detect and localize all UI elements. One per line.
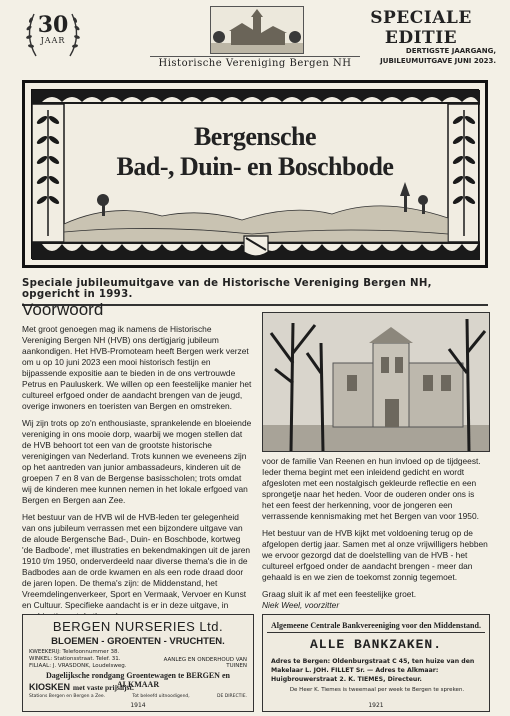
article-column-1 bbox=[22, 324, 252, 628]
historic-photo bbox=[262, 312, 490, 452]
building-photo-icon bbox=[263, 313, 489, 451]
ad-line: Dagelijksche rondgang Groentewagen te BERGEN en ALKMAAR bbox=[46, 671, 230, 689]
society-name: Historische Vereniging Bergen NH bbox=[150, 56, 360, 69]
ad-small-text: Tot beleefd uitnoodigend, bbox=[132, 694, 190, 699]
church-icon bbox=[211, 7, 303, 53]
paragraph: Met groot genoegen mag ik namens de Historische Vereniging Bergen NH (HVB) ons dertigjarig jubileum aankondigen. Het HVB-Promoteam heeft Bergen werk verzet om u op 10 juni 2023 een mooi historisch festijn en bijpassende expositie aan te bieden in de ons vertrouwde Petrus en Pauluskerk. We willen op een feestelijke manier het cultureel erfgoed onder de aandacht brengen van de jeugd, overige inwoners en toeristen van Bergen en omstreken. bbox=[22, 324, 252, 411]
ad-line: Adres te Bergen: Oldenburgstraat C 45, ten huize van den bbox=[271, 658, 475, 665]
ad-line: Huigbrouwerstraat 2. K. TIEMES, Directeur. bbox=[271, 676, 422, 683]
ad-small-text: KWEEKERIJ: Telefoonnummer 38. bbox=[29, 649, 120, 655]
ad-prices: met vaste prijslijst. bbox=[72, 683, 134, 692]
anniversary-wreath bbox=[22, 6, 84, 62]
ad-small-text: WINKEL: Stationsstraat. Telef. 31. bbox=[29, 656, 121, 662]
ad-subheading: ALLE BANKZAKEN. bbox=[309, 637, 443, 652]
advertisement-bank bbox=[262, 614, 490, 712]
ad-small-text: De Heer K. Tiemes is tweemaal per week te Bergen te spreken. bbox=[289, 687, 465, 693]
subtitle: Speciale jubileumuitgave van de Historische Vereniging Bergen NH, opgericht in 1993. bbox=[22, 278, 488, 306]
ad-kiosken: KIOSKEN bbox=[29, 682, 71, 692]
church-logo bbox=[210, 6, 304, 54]
article-column-2 bbox=[262, 456, 488, 617]
ad-year: 1921 bbox=[368, 702, 384, 709]
anniversary-unit: JAAR bbox=[40, 36, 66, 45]
edition-info bbox=[350, 46, 496, 66]
signature: Niek Weel, voorzitter bbox=[262, 600, 340, 610]
masthead bbox=[22, 80, 488, 268]
paragraph: Wij zijn trots op zo'n enthousiaste, sprankelende en bloeiende vereniging in ons mooie dorp, waarbij we mogen stellen dat de HVB behoort tot een van de grootste historische verenigingen van Nederland. Trots kunnen we eveneens zijn op het aantreden van junior ambassadeurs, kinderen uit de groepen 7 en 8 van de Bergense basisscholen; trots omdat wij de kinderen mee kunnen nemen in het lokale erfgoed van Bergen en Bergen aan Zee. bbox=[22, 418, 252, 505]
edition-line-1: DERTIGSTE JAARGANG, bbox=[405, 47, 496, 55]
special-edition-title: SPECIALE EDITIE bbox=[370, 8, 472, 48]
ad-heading: Algemeene Centrale Bankvereeniging voor den Middenstand. bbox=[267, 621, 485, 633]
masthead-frame bbox=[31, 89, 479, 259]
ad-year: 1914 bbox=[130, 702, 146, 709]
newspaper-title-line-1: Bergensche bbox=[193, 122, 317, 151]
newspaper-title-line-2: Bad-, Duin- en Boschbode bbox=[116, 152, 394, 181]
advertisement-nurseries bbox=[22, 614, 254, 712]
ad-line: Makelaar L. JOH. FILLET Sr. — Adres te Alkmaar: bbox=[271, 667, 439, 674]
crest-icon bbox=[244, 236, 268, 256]
paragraph: Het bestuur van de HVB kijkt met voldoening terug op de afgelopen dertig jaar. Samen met al onze vrijwilligers hebben we ervoor gezorgd dat de doelstelling van de HVB - het cultureel erfgoed onder de aandacht brengen - meer dan gehaald is en we zien de toekomst zonnig tegemoet. bbox=[262, 528, 488, 582]
ad-small-text: DE DIRECTIE. bbox=[216, 694, 247, 699]
anniversary-number: 30 bbox=[37, 12, 69, 38]
article-title: Voorwoord bbox=[22, 300, 104, 319]
ad-small-text: Stations Bergen en Bergen a Zee. bbox=[29, 694, 106, 699]
paragraph: Het bestuur van de HVB wil de HVB-leden ter gelegenheid van ons jubileum verrassen met een bijzondere uitgave van de aloude Bergensche Bad-, Duin- en Boschbode, kortweg 'de Badbode', met illustraties en bekendmakingen uit de jaren 1910 t/m 1950, onderverdeeld naar diverse thema's die in de Badbodes aan de orde kwamen en als een rode draad door de jaren lopen. De thema's zijn: de Middenstand, het Vreemdelingenverkeer, Sport en Vermaak, Vervoer en Kunst en Cultuur. Specifieke aandacht is er in deze uitgave, in bbox=[22, 512, 251, 610]
closing-line: Graag sluit ik af met een feestelijke groet. bbox=[262, 589, 417, 599]
ad-side-text: AANLEG EN ONDERHOUD VAN TUINEN bbox=[163, 657, 247, 669]
ad-heading: BERGEN NURSERIES Ltd. bbox=[52, 619, 224, 634]
paragraph: voor de familie Van Reenen en hun invloed op de tijdgeest. Ieder thema begint met een inleidend gedicht en wordt afgesloten met een nostalgisch gekleurde reflectie en een sprongetje naar het heden. Voor de ouderen onder ons is het een feest der herkenning, voor de jongeren een verrassende kennismaking met het Bergen van voor 1950. bbox=[262, 456, 481, 521]
ad-subheading: BLOEMEN - GROENTEN - VRUCHTEN. bbox=[51, 636, 225, 647]
ad-small-text: FILIAAL: J. VRASDONK, Loudelsweg. bbox=[29, 663, 127, 669]
edition-line-2: JUBILEUMUITGAVE JUNI 2023. bbox=[380, 57, 496, 65]
